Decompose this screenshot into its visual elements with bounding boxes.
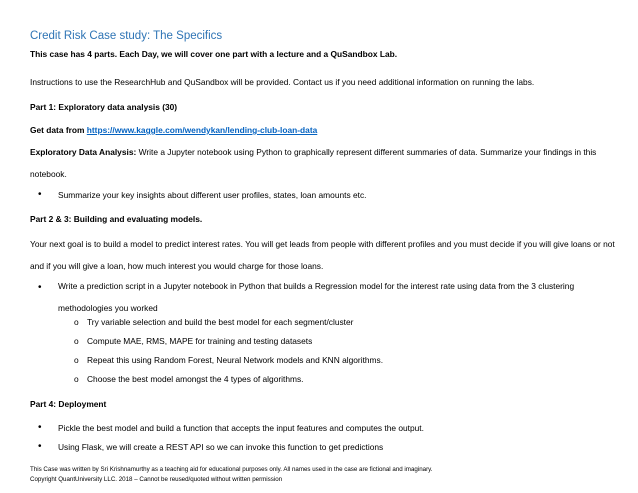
subbullet-1: Try variable selection and build the best model for each segment/cluster	[87, 317, 354, 327]
eda-paragraph	[30, 142, 615, 185]
get-data-line	[30, 124, 317, 137]
bullet-icon: •	[38, 282, 42, 293]
bullet-icon: •	[38, 422, 42, 433]
get-data-label: Get data from	[30, 125, 87, 135]
subbullet-4: Choose the best model amongst the 4 types of algorithms.	[87, 374, 304, 384]
subbullet-icon: o	[74, 374, 79, 384]
footer-line-2: Copyright QuantUniversity LLC. 2018 – Cannot be reused/quoted without written permission	[30, 476, 283, 483]
bullet-icon: •	[38, 441, 42, 452]
data-link[interactable]: https://www.kaggle.com/wendykan/lending-club-loan-data	[86, 125, 318, 135]
part23-heading: Part 2 & 3: Building and evaluating models.	[30, 214, 203, 224]
subbullet-icon: o	[74, 317, 79, 327]
part1-bullet-1: Summarize your key insights about different user profiles, states, loan amounts etc.	[58, 190, 367, 200]
eda-text: Write a Jupyter notebook using Python to graphically represent different summaries of data. Summarize your findings in this notebook.	[30, 147, 597, 179]
part1-heading: Part 1: Exploratory data analysis (30)	[30, 102, 178, 112]
instructions-text: Instructions to use the ResearchHub and QuSandbox will be provided. Contact us if you need additional information on running the labs.	[30, 77, 535, 87]
page-title: Credit Risk Case study: The Specifics	[30, 30, 223, 42]
part23-paragraph: Your next goal is to build a model to predict interest rates. You will get leads from people with different profiles and you must decide if you will give loans or not and if you will give a loan, how much interest you would charge for those loans.	[30, 239, 615, 271]
part4-heading: Part 4: Deployment	[30, 399, 107, 409]
subbullet-icon: o	[74, 355, 79, 365]
subbullet-3: Repeat this using Random Forest, Neural Network models and KNN algorithms.	[87, 355, 384, 365]
part23-bullet: Write a prediction script in a Jupyter notebook in Python that builds a Regression model for the interest rate using data from the 3 clustering methodologies you worked	[58, 281, 575, 313]
subbullet-icon: o	[74, 336, 79, 346]
part4-bullet-1: Pickle the best model and build a function that accepts the input features and computes the output.	[58, 423, 424, 433]
subbullet-2: Compute MAE, RMS, MAPE for training and testing datasets	[87, 336, 313, 346]
bullet-icon: •	[38, 189, 42, 200]
footer-line-1: This Case was written by Sri Krishnamurthy as a teaching aid for educational purposes only. All names used in the case are fictional and imaginary.	[30, 466, 433, 473]
part4-bullet-2: Using Flask, we will create a REST API so we can invoke this function to get predictions	[58, 442, 384, 452]
intro-text: This case has 4 parts. Each Day, we will cover one part with a lecture and a QuSandbox Lab.	[30, 49, 398, 59]
eda-label: Exploratory Data Analysis:	[30, 147, 137, 157]
